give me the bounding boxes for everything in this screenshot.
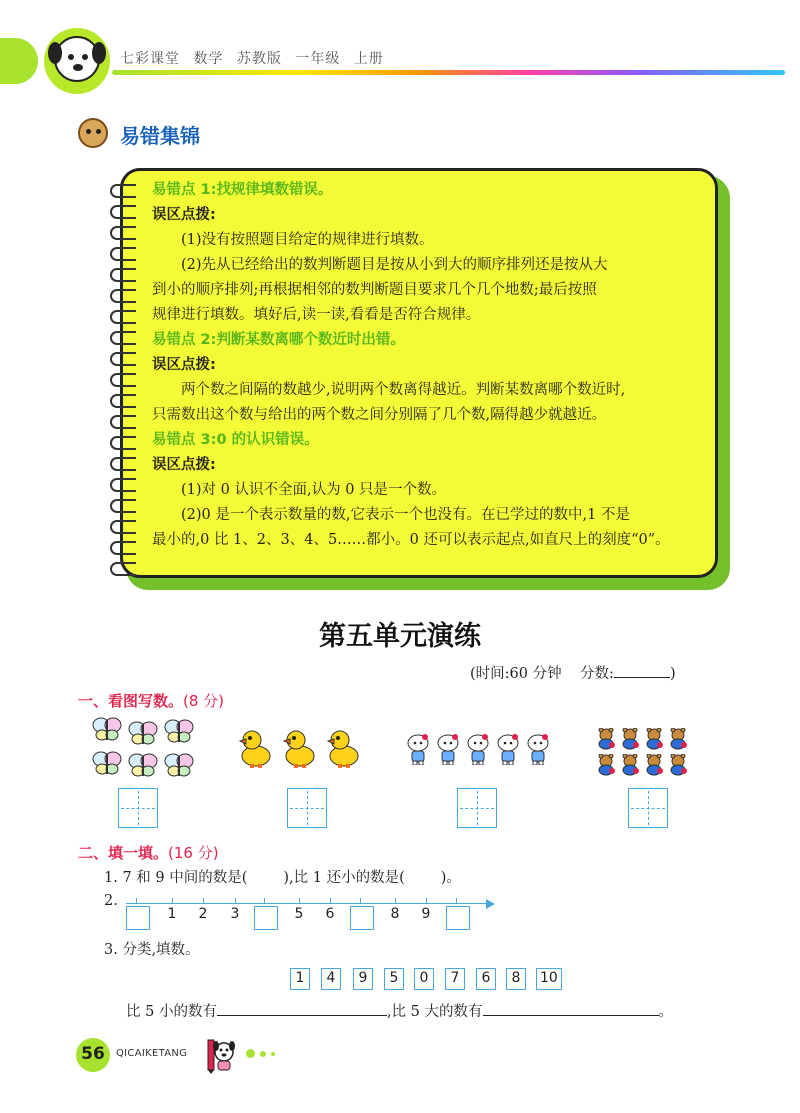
q2-title-text: 二、填一填。: [78, 844, 169, 862]
point3-label: 易错点 3:: [152, 432, 217, 448]
number-line-answer-box[interactable]: [254, 906, 278, 930]
footer-dot-medium: [260, 1051, 266, 1057]
number-line-tick: [136, 898, 137, 904]
butterfly-icon: [128, 752, 158, 778]
footer-dot-large: [246, 1049, 255, 1058]
hello-kitty-icon: [526, 733, 550, 765]
number-line-axis: [126, 903, 488, 904]
point2-text: 判断某数离哪个数近时出错。: [216, 332, 405, 348]
number-line-tick: [395, 898, 396, 904]
duck-icon: [238, 728, 272, 768]
point1-line2: (2)先从已经给出的数判断题目是按从小到大的顺序排列还是按从大: [181, 257, 608, 273]
point3-text: 0 的认识错误。: [216, 432, 319, 448]
spiral-ring: [110, 541, 136, 555]
line-end: 。: [658, 1004, 674, 1020]
point1-line1: (1)没有按照题目给定的规律进行填数。: [181, 232, 434, 248]
q2-sub1-b: ),比 1 还小的数是(: [283, 870, 405, 886]
q2-sub1-a: 1. 7 和 9 中间的数是(: [104, 870, 248, 886]
butterfly-icon: [92, 750, 122, 776]
hello-kitty-icon: [436, 733, 460, 765]
number-card: 6: [476, 968, 496, 990]
q2-title: [78, 842, 219, 863]
number-line-answer-box[interactable]: [126, 906, 150, 930]
spiral-ring: [110, 247, 136, 261]
spiral-ring: [110, 226, 136, 240]
number-line-answer-box[interactable]: [350, 906, 374, 930]
bear-icon: [668, 754, 688, 776]
footer-dot-small: [271, 1052, 275, 1056]
bear-icon: [644, 754, 664, 776]
q2-sub3-answer-line: [126, 1000, 673, 1021]
point1-text: 找规律填数错误。: [216, 182, 333, 198]
spiral-ring: [110, 520, 136, 534]
spiral-ring: [110, 289, 136, 303]
number-line-tick: [235, 898, 236, 904]
point3-line2: (2)0 是一个表示数量的数,它表示一个也没有。在已学过的数中,1 不是: [181, 507, 630, 523]
score-blank[interactable]: [614, 665, 670, 678]
q2-sub2-label: 2.: [104, 893, 118, 909]
point2-tip-heading: 误区点拨:: [152, 357, 216, 373]
notebook-content: [152, 178, 712, 553]
q1-title: [78, 690, 224, 711]
close-paren: ): [669, 666, 676, 682]
q1-score: (8 分): [183, 692, 225, 710]
number-card: 0: [414, 968, 434, 990]
spiral-ring: [110, 562, 136, 576]
section-title: 易错集锦: [120, 124, 200, 148]
header-series: 七彩课堂: [120, 51, 180, 67]
q2-sub1-c: )。: [440, 870, 461, 886]
spiral-ring: [110, 394, 136, 408]
answer-box-ducks[interactable]: [287, 788, 327, 828]
number-card: 5: [384, 968, 404, 990]
spiral-ring: [110, 415, 136, 429]
number-line-number: 3: [230, 906, 240, 922]
spiral-ring: [110, 331, 136, 345]
number-line-number: 5: [294, 906, 304, 922]
bear-icon: [620, 754, 640, 776]
number-line-tick: [264, 898, 265, 904]
notebook-spiral-rings: [110, 178, 140, 578]
point1-label: 易错点 1:: [152, 182, 217, 198]
number-line-tick: [203, 898, 204, 904]
less-than-5-blank[interactable]: [217, 1002, 387, 1016]
q1-title-text: 一、看图写数。: [78, 692, 184, 710]
point3-tip-heading: 误区点拨:: [152, 457, 216, 473]
hello-kitty-group: [406, 733, 556, 773]
header-volume: 上册: [353, 51, 384, 67]
bear-icon: [596, 754, 616, 776]
number-line-tick: [360, 898, 361, 904]
number-line-tick: [172, 898, 173, 904]
less-than-5-label: 比 5 小的数有: [126, 1004, 217, 1020]
spiral-ring: [110, 457, 136, 471]
point2-line1: 两个数之间隔的数越少,说明两个数离得越近。判断某数离哪个数近时,: [181, 382, 626, 398]
hello-kitty-icon: [496, 733, 520, 765]
spiral-ring: [110, 268, 136, 282]
bear-icon: [644, 728, 664, 750]
time-label: (时间:60 分钟: [470, 666, 562, 682]
header-green-tab: [0, 38, 38, 84]
number-line-tick: [456, 898, 457, 904]
spiral-ring: [110, 205, 136, 219]
bear-icon: [596, 728, 616, 750]
butterfly-icon: [92, 716, 122, 742]
number-line-tick: [426, 898, 427, 904]
duck-icon: [282, 728, 316, 768]
hello-kitty-icon: [406, 733, 430, 765]
dog-logo-icon: [44, 28, 110, 94]
point3-line1: (1)对 0 认识不全面,认为 0 只是一个数。: [181, 482, 447, 498]
butterfly-icon: [164, 752, 194, 778]
number-line-arrow-icon: [486, 899, 495, 909]
point1-line3: 到小的顺序排列;再根据相邻的数判断题目要求几个几个地数;最后按照: [152, 282, 597, 298]
header-title: [120, 48, 392, 68]
spiral-ring: [110, 310, 136, 324]
footer-dog-pencil-icon: [206, 1034, 236, 1074]
header-rainbow-bar: [112, 70, 785, 75]
unit-title: 第五单元演练: [319, 621, 481, 652]
spiral-ring: [110, 184, 136, 198]
number-line-number: 1: [167, 906, 177, 922]
score-label: 分数:: [580, 666, 614, 682]
spiral-ring: [110, 499, 136, 513]
number-card: 9: [353, 968, 373, 990]
point3-line3: 最小的,0 比 1、2、3、4、5……都小。0 还可以表示起点,如直尺上的刻度“0”。: [152, 532, 670, 548]
butterfly-icon: [164, 718, 194, 744]
answer-box-kitties[interactable]: [457, 788, 497, 828]
point1-tip-heading: 误区点拨:: [152, 207, 216, 223]
bear-group: [596, 728, 692, 780]
number-card: 4: [321, 968, 341, 990]
q2-sub1: [104, 866, 461, 887]
spiral-ring: [110, 352, 136, 366]
number-card: 8: [506, 968, 526, 990]
bear-icon: [620, 728, 640, 750]
duck-icon: [326, 728, 360, 768]
number-card: 10: [536, 968, 562, 990]
bear-icon: [668, 728, 688, 750]
butterfly-icon: [128, 720, 158, 746]
butterfly-group: [92, 716, 202, 782]
number-line-tick: [299, 898, 300, 904]
hello-kitty-icon: [466, 733, 490, 765]
greater-than-5-blank[interactable]: [483, 1002, 659, 1016]
number-line-number: 6: [325, 906, 335, 922]
bear-mascot-icon: [78, 118, 108, 148]
greater-than-5-label: ,比 5 大的数有: [386, 1004, 483, 1020]
point2-label: 易错点 2:: [152, 332, 217, 348]
point1-line4: 规律进行填数。填好后,读一读,看看是否符合规律。: [152, 307, 481, 323]
number-line-answer-box[interactable]: [446, 906, 470, 930]
spiral-ring: [110, 478, 136, 492]
spiral-ring: [110, 436, 136, 450]
number-card: 7: [445, 968, 465, 990]
number-line-number: 2: [198, 906, 208, 922]
q2-score: (16 分): [168, 844, 219, 862]
header-edition: 苏教版: [236, 51, 282, 67]
footer-brand: QICAIKETANG: [116, 1048, 188, 1059]
point2-line2: 只需数出这个数与给出的两个数之间分别隔了几个数,隔得越少就越近。: [152, 407, 607, 423]
header-grade: 一年级: [295, 51, 341, 67]
duck-group: [238, 726, 368, 774]
answer-box-bears[interactable]: [628, 788, 668, 828]
number-line-number: 8: [390, 906, 400, 922]
number-card: 1: [290, 968, 310, 990]
answer-box-butterflies[interactable]: [118, 788, 158, 828]
page-number: 56: [81, 1044, 105, 1064]
spiral-ring: [110, 373, 136, 387]
time-score-line: [470, 662, 676, 683]
number-line-tick: [330, 898, 331, 904]
number-line-number: 9: [421, 906, 431, 922]
header-subject: 数学: [193, 51, 224, 67]
q2-sub3-label: 3. 分类,填数。: [104, 942, 200, 958]
